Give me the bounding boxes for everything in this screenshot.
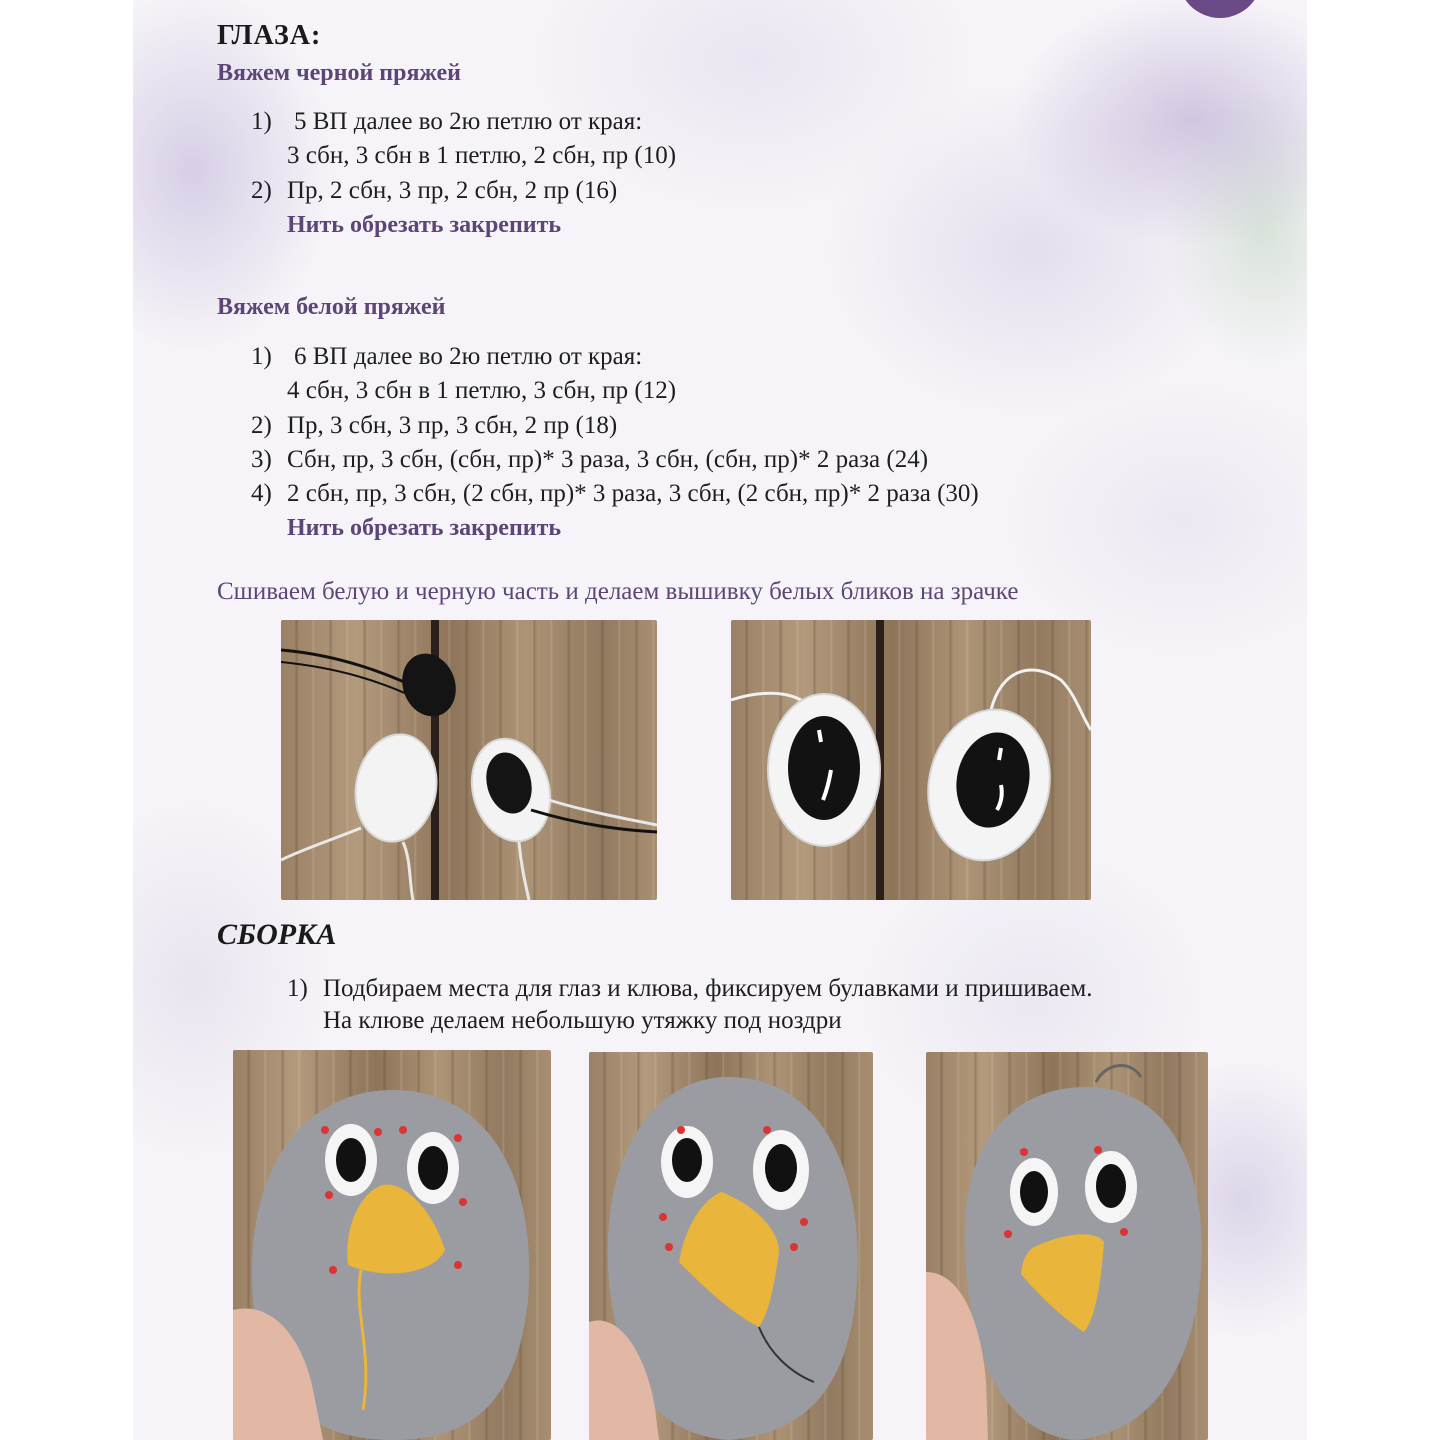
assembly-step-1-number: 1) <box>287 975 308 1002</box>
assembly-photo-front <box>233 1050 551 1440</box>
eye-parts-photo <box>281 620 657 900</box>
black-row-1-number: 1) <box>251 108 272 135</box>
black-row-1-line-2: 3 сбн, 3 сбн в 1 петлю, 2 сбн, пр (10) <box>287 142 677 169</box>
sew-note: Сшиваем белую и черную часть и делаем вышивку белых бликов на зрачке <box>217 578 1019 605</box>
assembly-step-1-line-1: Подбираем места для глаз и клюва, фиксируем булавками и пришиваем. <box>323 975 1093 1002</box>
assembly-step-1-line-2: На клюве делаем небольшую утяжку под ноздри <box>323 1007 842 1034</box>
white-row-2-line-1: Пр, 3 сбн, 3 пр, 3 сбн, 2 пр (18) <box>287 412 618 439</box>
black-row-2-line-1: Пр, 2 сбн, 3 пр, 2 сбн, 2 пр (16) <box>287 177 618 204</box>
white-row-4-line-1: 2 сбн, пр, 3 сбн, (2 сбн, пр)* 3 раза, 3 сбн, (2 сбн, пр)* 2 раза (30) <box>287 480 979 507</box>
white-row-1-line-1: 6 ВП далее во 2ю петлю от края: <box>294 343 643 370</box>
white-row-3-number: 3) <box>251 446 272 473</box>
black-tie-off: Нить обрезать закрепить <box>287 212 562 238</box>
white-tie-off: Нить обрезать закрепить <box>287 515 562 541</box>
assembly-photo-side <box>589 1052 873 1440</box>
assembly-title: СБОРКА <box>217 918 337 951</box>
white-row-4-number: 4) <box>251 480 272 507</box>
finished-eyes-photo <box>731 620 1091 900</box>
white-row-1-number: 1) <box>251 343 272 370</box>
assembly-photo-three-quarter <box>926 1052 1208 1440</box>
eyes-title: ГЛАЗА: <box>217 20 322 51</box>
white-row-2-number: 2) <box>251 412 272 439</box>
white-yarn-heading: Вяжем белой пряжей <box>217 294 446 320</box>
page-corner-badge <box>1178 0 1262 18</box>
white-row-3-line-1: Сбн, пр, 3 сбн, (сбн, пр)* 3 раза, 3 сбн, (сбн, пр)* 2 раза (24) <box>287 446 929 473</box>
black-row-1-line-1: 5 ВП далее во 2ю петлю от края: <box>294 108 643 135</box>
pattern-page <box>133 0 1307 1440</box>
white-row-1-line-2: 4 сбн, 3 сбн в 1 петлю, 3 сбн, пр (12) <box>287 377 677 404</box>
black-yarn-heading: Вяжем черной пряжей <box>217 60 461 86</box>
black-row-2-number: 2) <box>251 177 272 204</box>
